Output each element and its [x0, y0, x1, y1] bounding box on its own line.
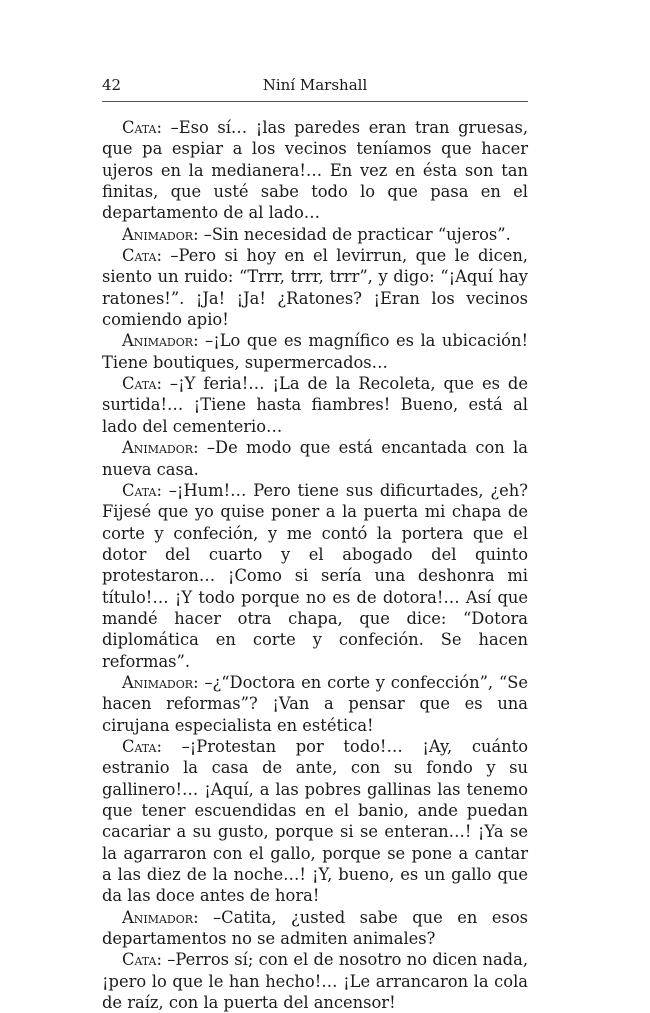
dialogue-text: : –¡Protestan por todo!… ¡Ay, cuánto estranio la casa de ante, con su fondo y su gallinero!… ¡Aquí, a las pobres gallinas las tenemo que tener escuendidas en el banio, ande puedan cacariar a su gusto, porque si se enteran…! ¡Ya se la agarraron con el gallo, porque se pone a cantar a las diez de la noche…! ¡Y, bueno, es un gallo que da las doce antes de hora! — [102, 736, 528, 906]
dialogue-paragraph — [102, 245, 528, 330]
dialogue-text: : –Pero si hoy en el levirrun, que le dicen, siento un ruido: “Trrr, trrr, trrr”, y digo: “¡Aquí hay ratones!”. ¡Ja! ¡Ja! ¿Ratones? ¡Eran los vecinos comiendo apio! — [102, 246, 528, 330]
dialogue-paragraph — [102, 373, 528, 437]
page-body — [102, 117, 528, 1013]
dialogue-paragraph — [102, 907, 528, 950]
page-number: 42 — [102, 76, 122, 94]
dialogue-text: : –¡Lo que es magnífico es la ubicación! Tiene boutiques, supermercados… — [102, 331, 528, 372]
speaker-name: Animador — [122, 438, 194, 458]
dialogue-text: : –Catita, ¿usted sabe que en esos departamentos no se admiten animales? — [102, 907, 528, 949]
speaker-name: Cata — [122, 374, 157, 394]
dialogue-paragraph — [102, 437, 528, 480]
speaker-name: Cata — [122, 950, 157, 970]
speaker-name: Animador — [122, 907, 194, 927]
speaker-name: Animador — [122, 224, 194, 244]
dialogue-paragraph — [102, 949, 528, 1013]
dialogue-paragraph — [102, 117, 528, 224]
dialogue-paragraph — [102, 672, 528, 736]
dialogue-text: : –De modo que está encantada con la nueva casa. — [102, 438, 528, 479]
speaker-name: Cata — [122, 246, 157, 266]
page-header — [102, 76, 528, 98]
dialogue-text: : –¿“Doctora en corte y confección”, “Se hacen reformas”? ¡Van a pensar que es una cirujana especialista en estética! — [102, 672, 528, 735]
header-rule — [102, 101, 528, 102]
dialogue-text: : –Sin necesidad de practicar “ujeros”. — [193, 224, 511, 244]
dialogue-text: : –Eso sí… ¡las paredes eran tran gruesas, que pa espiar a los vecinos teníamos que hacer ujeros en la medianera!… En vez en ésta son tan finitas, que usté sabe todo lo que pasa en el departamento de al lado… — [102, 118, 528, 223]
dialogue-text: : –¡Y feria!… ¡La de la Recoleta, que es de surtida!… ¡Tiene hasta fiambres! Bueno, está al lado del cementerio… — [102, 374, 528, 436]
dialogue-paragraph — [102, 224, 528, 245]
dialogue-paragraph — [102, 330, 528, 373]
speaker-name: Animador — [122, 331, 194, 351]
dialogue-paragraph — [102, 736, 528, 907]
speaker-name: Cata — [122, 118, 157, 137]
speaker-name: Cata — [122, 736, 157, 756]
dialogue-paragraph — [102, 480, 528, 672]
running-head: Niní Marshall — [262, 76, 368, 94]
speaker-name: Cata — [122, 480, 157, 500]
dialogue-text: : –Perros sí; con el de nosotro no dicen nada, ¡pero lo que le han hecho!… ¡Le arrancaron la cola de raíz, con la puerta del ancensor! — [102, 950, 528, 1013]
speaker-name: Animador — [122, 672, 194, 692]
dialogue-text: : –¡Hum!… Pero tiene sus dificurtades, ¿eh? Fijesé que yo quise poner a la puerta mi chapa de corte y confeción, y me contó la portera que el dotor del cuarto y el abogado del quinto protestaron… ¡Como si sería una deshonra mi título!… ¡Y todo porque no es de dotora!… Así que mandé hacer otra chapa, que dice: “Dotora diplomática en corte y confeción. Se hacen reformas”. — [102, 480, 528, 671]
